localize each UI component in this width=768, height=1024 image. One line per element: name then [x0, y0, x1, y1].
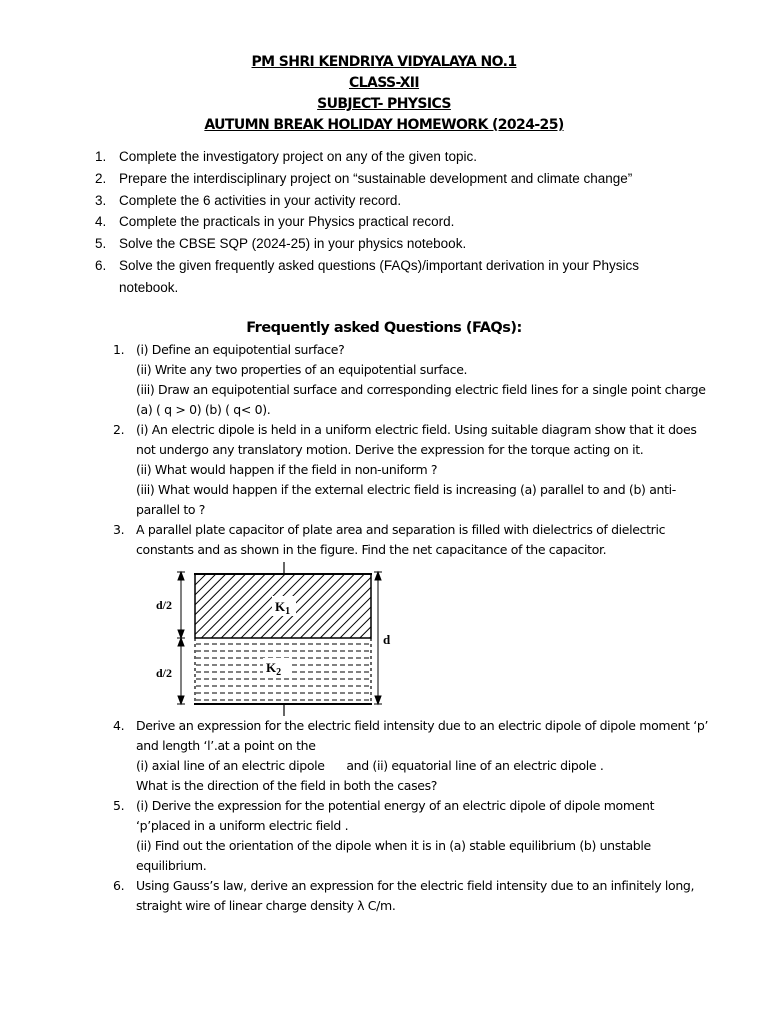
right-dimension — [374, 572, 382, 704]
left-dimension — [177, 572, 185, 704]
class-name: CLASS-XII — [348, 75, 420, 91]
capacitor-figure — [150, 560, 400, 720]
task-item: 2. Prepare the interdisciplinary project on “sustainable development and climate change” — [95, 170, 633, 186]
task-item: 4. Complete the practicals in your Physics practical record. — [95, 214, 455, 230]
subject-name: SUBJECT- PHYSICS — [317, 96, 451, 112]
label-total: d — [383, 632, 391, 647]
homework-title: AUTUMN BREAK HOLIDAY HOMEWORK (2024-25) — [204, 117, 564, 133]
faq-question-1: 1. (i) Define an equipotential surface? (ii) Write any two properties of an equipotential surface. (iii) Draw an equipotential surface and corresponding electric field lines for a single point charge (a) ( q > 0) (b) ( q< 0). — [113, 342, 706, 417]
school-name: PM SHRI KENDRIYA VIDYALAYA NO.1 — [251, 54, 517, 70]
label-k2: $K_2$ — [266, 660, 282, 678]
label-top-half: d/2 — [156, 598, 173, 612]
label-k1: $K_1$ — [275, 599, 291, 617]
document-header — [0, 52, 768, 136]
faq-question-5: 5. (i) Derive the expression for the potential energy of an electric dipole of dipole moment ‘p’placed in a uniform electric field . (ii) Find out the orientation of the dipole when it is in (a) stable equilibrium (b) unstable equilibrium. — [113, 798, 655, 873]
task-list — [95, 146, 735, 299]
faq-question-2: 2. (i) An electric dipole is held in a uniform electric field. Using suitable diagram show that it does not undergo any translatory motion. Derive the expression for the torque acting on it. (ii) What would happen if the field in non-uniform ? (iii) What would happen if the external electric field is increasing (a) parallel to and (b) anti- parallel to ? — [113, 422, 697, 517]
faq-heading: Frequently asked Questions (FAQs): — [246, 320, 522, 336]
task-item: 1. Complete the investigatory project on any of the given topic. — [95, 149, 477, 164]
faq-question-4: 4. Derive an expression for the electric field intensity due to an electric dipole of dipole moment ‘p’ and length ‘l’.at a point on the (i) axial line of an electric dipole and (ii) equatorial line of an electric dipole . What is the direction of the field in both the cases? — [113, 718, 709, 793]
faq-question-3: 3. A parallel plate capacitor of plate area and separation is filled with dielectrics of dielectric constants and as shown in the figure. Find the net capacitance of the capacitor. — [113, 522, 666, 557]
task-item: 6. Solve the given frequently asked questions (FAQs)/important derivation in your Physics notebook. — [95, 257, 640, 295]
task-item: 3. Complete the 6 activities in your activity record. — [95, 192, 402, 208]
label-bottom-half: d/2 — [156, 666, 173, 680]
faq-question-6: 6. Using Gauss’s law, derive an expression for the electric field intensity due to an infinitely long, straight wire of linear charge density λ C/m. — [113, 878, 695, 913]
task-item: 5. Solve the CBSE SQP (2024-25) in your physics notebook. — [95, 236, 467, 252]
